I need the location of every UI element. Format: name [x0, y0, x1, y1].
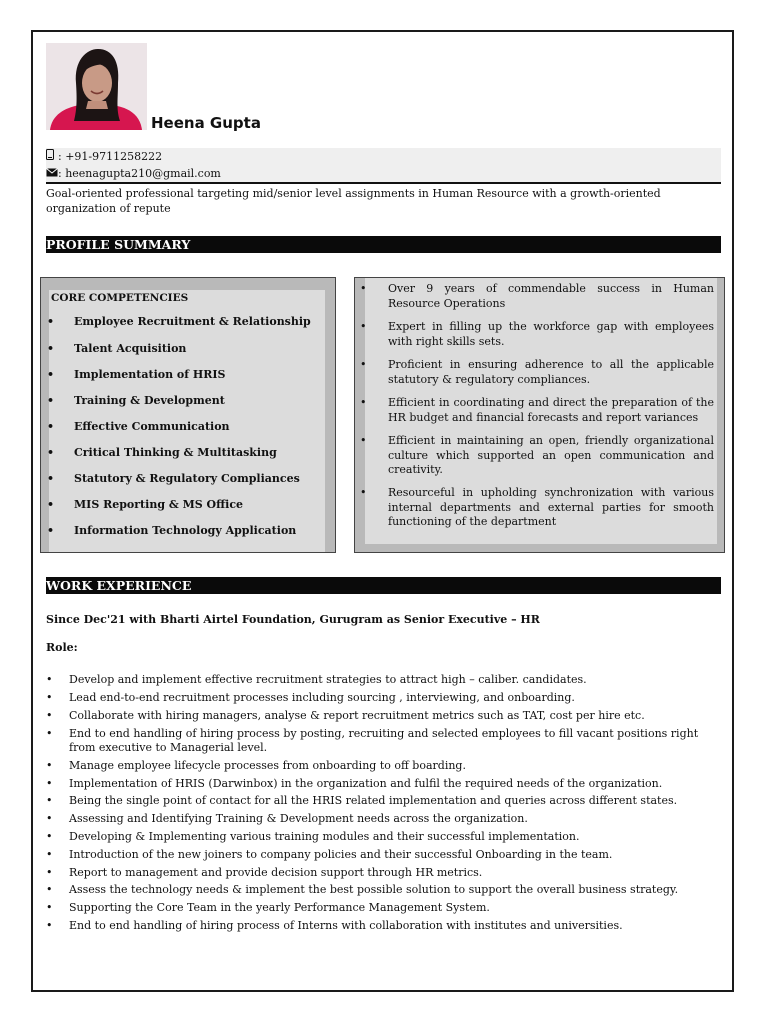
highlight-item: • Over 9 years of commendable success in Human Resource Operations: [360, 282, 714, 310]
career-objective: Goal-oriented professional targeting mid/senior level assignments in Human Resource with a growth-oriented organization of repute: [46, 187, 661, 215]
work-experience-heading: WORK EXPERIENCE: [46, 577, 721, 594]
core-competencies-title: CORE COMPETENCIES: [51, 292, 189, 304]
competency-item: • Critical Thinking & Multitasking: [47, 446, 277, 459]
duty-item: • Developing & Implementing various training modules and their successful implementation.: [46, 830, 580, 843]
duty-item: • Manage employee lifecycle processes from onboarding to off boarding.: [46, 759, 466, 772]
candidate-name: Heena Gupta: [151, 114, 261, 132]
highlight-item: • Expert in filling up the workforce gap with employees with right skills sets.: [360, 320, 714, 348]
highlight-item: • Efficient in coordinating and direct the preparation of the HR budget and financial forecasts and report variances: [360, 396, 714, 424]
duty-item: • Develop and implement effective recruitment strategies to attract high – caliber. candidates.: [46, 673, 587, 686]
envelope-icon: [46, 167, 58, 180]
competency-item: • Effective Communication: [47, 420, 230, 433]
highlight-item: • Proficient in ensuring adherence to all the applicable statutory & regulatory compliances.: [360, 358, 714, 386]
competency-item: • MIS Reporting & MS Office: [47, 498, 244, 511]
phone-number: : +91-9711258222: [58, 150, 163, 163]
profile-photo: [46, 43, 147, 130]
email-line: [46, 167, 221, 180]
duty-item: • Collaborate with hiring managers, analyse & report recruitment metrics such as TAT, cost per hire etc.: [46, 709, 645, 722]
phone-icon: [46, 149, 58, 163]
competency-item: • Talent Acquisition: [47, 342, 187, 355]
job-title: Since Dec'21 with Bharti Airtel Foundation, Gurugram as Senior Executive – HR: [46, 613, 540, 626]
email-address: : heenagupta210@gmail.com: [58, 167, 221, 180]
highlight-item: • Resourceful in upholding synchronization with various internal departments and external parties for smooth functioning of the department: [360, 486, 714, 528]
duty-item: • Lead end-to-end recruitment processes including sourcing , interviewing, and onboarding.: [46, 691, 575, 704]
profile-photo-image: [46, 43, 147, 130]
duty-item: • Assess the technology needs & implement the best possible solution to support the overall business strategy.: [46, 883, 679, 896]
competency-item: • Statutory & Regulatory Compliances: [47, 472, 300, 485]
duty-item: • Introduction of the new joiners to company policies and their successful Onboarding in the team.: [46, 848, 613, 861]
phone-line: [46, 149, 162, 163]
duty-item: • Being the single point of contact for all the HRIS related implementation and queries across different states.: [46, 794, 678, 807]
duty-item: • Supporting the Core Team in the yearly Performance Management System.: [46, 901, 490, 914]
competency-item: • Information Technology Application: [47, 524, 297, 537]
duty-item: • Assessing and Identifying Training & Development needs across the organization.: [46, 812, 528, 825]
role-label: Role:: [46, 641, 78, 654]
competency-item: • Training & Development: [47, 394, 225, 407]
duty-item: • Implementation of HRIS (Darwinbox) in the organization and fulfil the required needs of the organization.: [46, 777, 663, 790]
competency-item: • Employee Recruitment & Relationship: [47, 315, 311, 328]
duty-item: • Report to management and provide decision support through HR metrics.: [46, 866, 483, 879]
duty-item: • End to end handling of hiring process of Interns with collaboration with institutes and universities.: [46, 919, 623, 932]
competency-item: • Implementation of HRIS: [47, 368, 226, 381]
profile-summary-heading: PROFILE SUMMARY: [46, 236, 721, 253]
contact-band: [46, 148, 721, 184]
highlight-item: • Efficient in maintaining an open, friendly organizational culture which supported an open communication and creativity.: [360, 434, 714, 476]
duty-item: • End to end handling of hiring process by posting, recruiting and selected employees to fill vacant positions right from executive to Managerial level.: [46, 727, 699, 755]
